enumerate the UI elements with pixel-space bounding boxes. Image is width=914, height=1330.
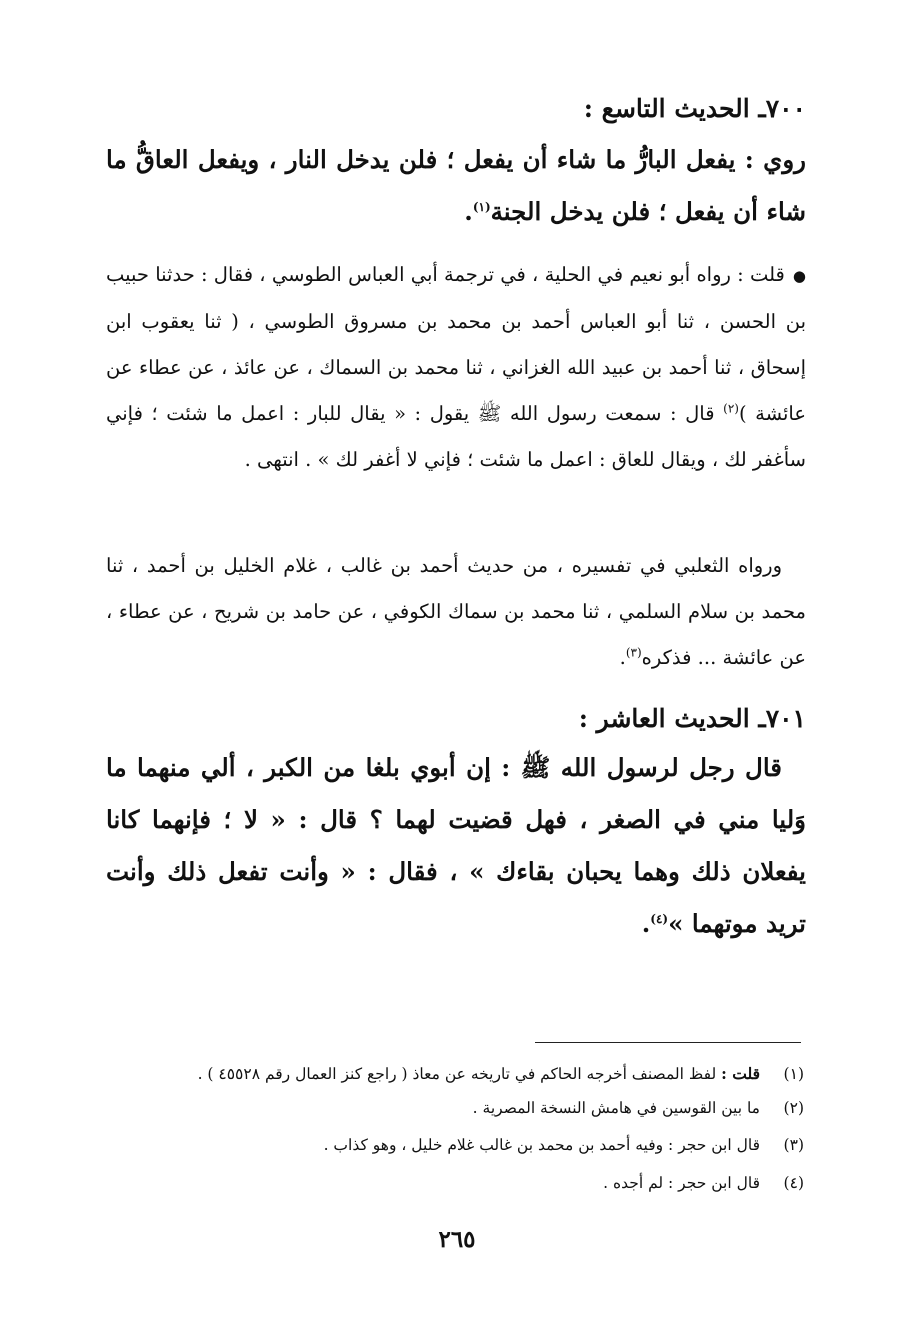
footnote-1 bbox=[104, 1062, 804, 1086]
footnote-ref-1: (١) bbox=[472, 199, 491, 214]
footnote-divider bbox=[535, 1042, 801, 1043]
footnote-number: (٣) bbox=[783, 1136, 804, 1154]
commentary-paragraph-2 bbox=[106, 543, 806, 681]
commentary-1-part1: قلت : رواه أبو نعيم في الحلية ، في ترجمة أبي العباس الطوسي ، فقال : حدثنا حبيب بن الحسن ، ثنا أبو العباس أحمد بن محمد بن مسروق الطوسي ، ( ثنا يعقوب ابن إسحاق ، ثنا أحمد بن عبيد الله الغزاني ، ثنا محمد بن السماك ، عن عائذ ، عن عطاء عن عائشة ) bbox=[106, 263, 806, 425]
hadith-700-text bbox=[106, 134, 806, 238]
footnote-4 bbox=[104, 1171, 804, 1195]
footnote-3 bbox=[104, 1133, 804, 1157]
hadith-701-heading: ٧٠١ـ الحديث العاشر : bbox=[578, 704, 806, 733]
commentary-2-text: ورواه الثعلبي في تفسيره ، من حديث أحمد بن غالب ، غلام الخليل بن أحمد ، ثنا محمد بن سلام السلمي ، ثنا محمد بن سماك الكوفي ، عن حامد بن شريح ، عن عطاء ، عن عائشة ... فذكره bbox=[106, 554, 806, 669]
commentary-paragraph-1 bbox=[106, 252, 806, 483]
footnote-number: (٤) bbox=[783, 1174, 804, 1192]
hadith-700-end: . bbox=[464, 197, 473, 226]
commentary-1-part2: قال : سمعت رسول الله ﷺ يقول : « يقال للبار : اعمل ما شئت ؛ فإني سأغفر لك ، ويقال للعاق : اعمل ما شئت ؛ فإني لا أغفر لك » . انتهى . bbox=[106, 401, 806, 471]
hadith-701-body: قال رجل لرسول الله ﷺ : إن أبوي بلغا من الكبر ، ألي منهما ما وَليا مني في الصغر ، فهل قضيت لهما ؟ قال : « لا ؛ فإنهما كانا يفعلان ذلك وهما يحبان بقاءك » ، فقال : « وأنت تفعل ذلك وأنت تريد موتهما » bbox=[106, 753, 806, 938]
hadith-700-body: روي : يفعل البارُّ ما شاء أن يفعل ؛ فلن يدخل النار ، ويفعل العاقُّ ما شاء أن يفعل ؛ فلن يدخل الجنة bbox=[106, 145, 806, 226]
footnote-text: لفظ المصنف أخرجه الحاكم في تاريخه عن معاذ ( راجع كنز العمال رقم ٤٥٥٢٨ ) . bbox=[197, 1065, 722, 1083]
footnote-number: (٢) bbox=[783, 1099, 804, 1117]
footnote-text: قال ابن حجر : لم أجده . bbox=[603, 1174, 760, 1192]
hadith-700-heading: ٧٠٠ـ الحديث التاسع : bbox=[583, 94, 806, 123]
hadith-701-end: . bbox=[641, 909, 651, 938]
bullet-icon: ● bbox=[792, 266, 806, 285]
footnote-ref-3: (٣) bbox=[625, 645, 642, 660]
footnote-text: ما بين القوسين في هامش النسخة المصرية . bbox=[472, 1099, 760, 1117]
page-number: ٢٦٥ bbox=[438, 1226, 476, 1253]
footnote-2 bbox=[104, 1096, 804, 1120]
footnote-text: قال ابن حجر : وفيه أحمد بن محمد بن غالب غلام خليل ، وهو كذاب . bbox=[323, 1136, 760, 1154]
footnote-ref-2: (٢) bbox=[723, 401, 739, 415]
commentary-2-end: . bbox=[619, 646, 626, 669]
footnote-number: (١) bbox=[783, 1065, 804, 1083]
footnote-lead: قلت : bbox=[721, 1064, 760, 1083]
hadith-701-text bbox=[106, 742, 806, 950]
footnote-ref-4: (٤) bbox=[650, 911, 669, 926]
